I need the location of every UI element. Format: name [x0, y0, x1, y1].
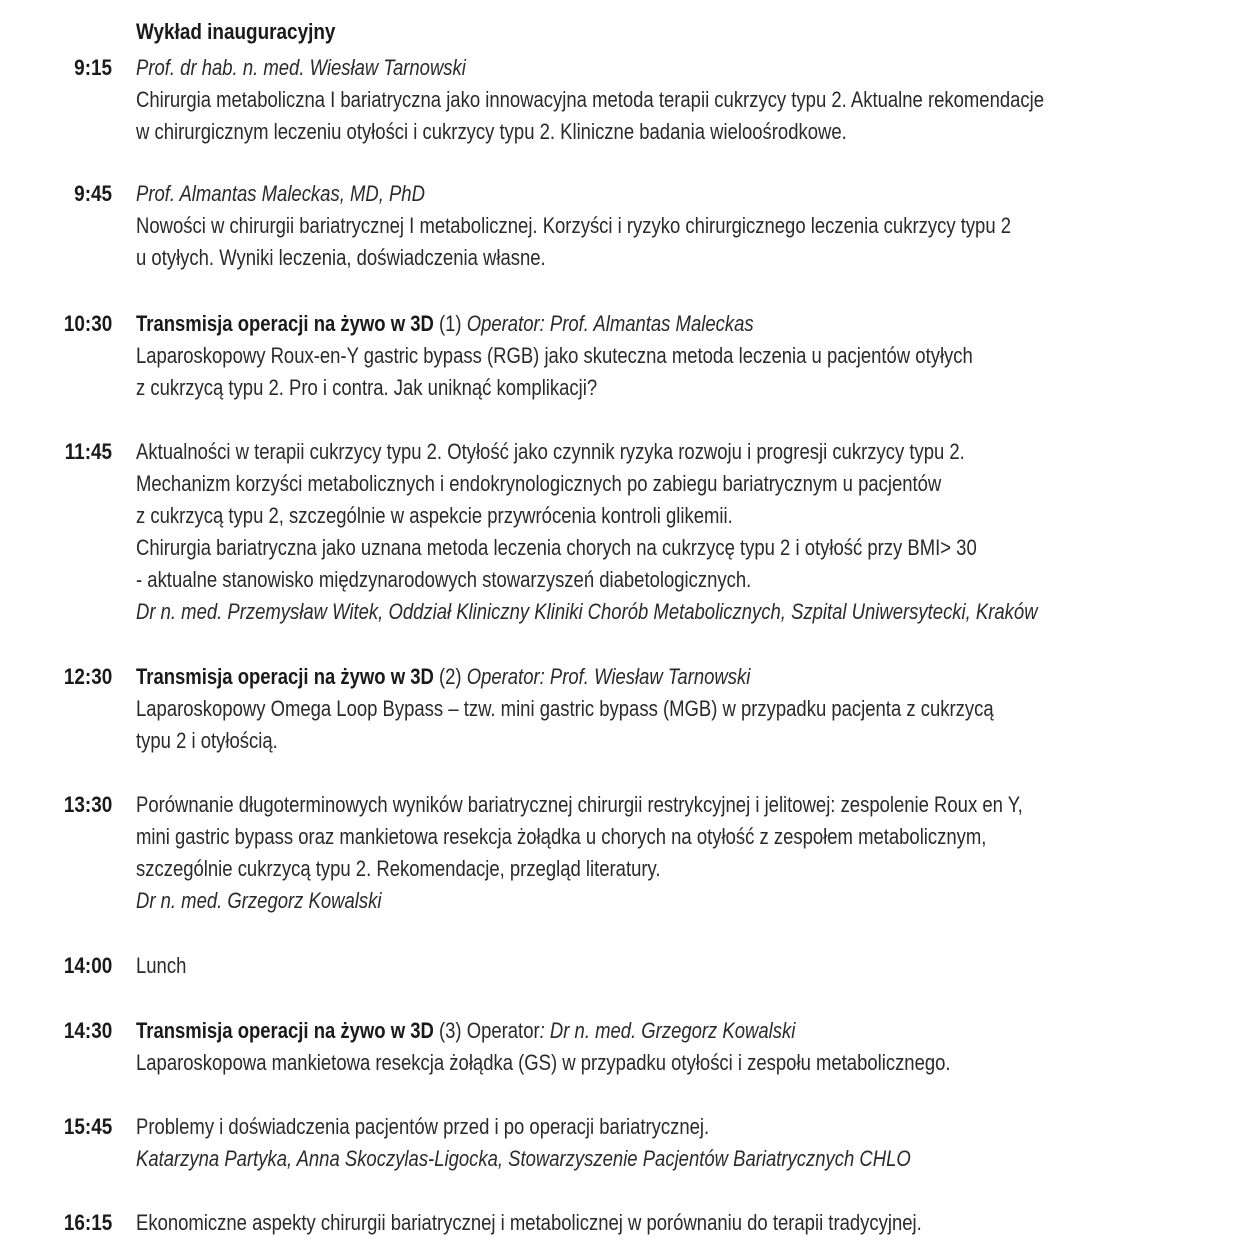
section-title: Wykład inauguracyjny — [136, 19, 336, 44]
description-text: mini gastric bypass oraz mankietowa resekcja żołądka u chorych na otyłość z zespołem metabolicznym, — [136, 824, 987, 849]
entry-line — [136, 1207, 922, 1239]
entry-content — [136, 308, 973, 404]
description-text: Chirurgia bariatryczna jako uznana metoda leczenia chorych na cukrzycę typu 2 i otyłość przy BMI> 30 — [136, 535, 977, 560]
description-text: Porównanie długoterminowych wyników bariatrycznej chirurgii restrykcyjnej i jelitowej: zespolenie Roux en Y, — [136, 792, 1023, 817]
entry-line — [136, 372, 973, 404]
entry-line — [136, 178, 1011, 210]
description-text: Chirurgia metaboliczna I bariatryczna jako innowacyjna metoda terapii cukrzycy typu 2. Aktualne rekomendacje — [136, 87, 1045, 112]
entry-content — [136, 52, 1044, 148]
description-text: szczególnie cukrzycą typu 2. Rekomendacje, przegląd literatury. — [136, 856, 661, 881]
entry-line — [136, 1143, 911, 1175]
entry-content — [136, 789, 1023, 917]
entry-line — [136, 84, 1044, 116]
description-text: Ekonomiczne aspekty chirurgii bariatrycznej i metabolicznej w porównaniu do terapii tradycyjnej. — [136, 1210, 922, 1235]
entry-content — [136, 1207, 922, 1239]
entry-line — [136, 436, 1038, 468]
description-text: w chirurgicznym leczeniu otyłości i cukrzycy typu 2. Kliniczne badania wieloośrodkowe. — [136, 119, 847, 144]
entry-line — [136, 532, 1038, 564]
entry-line — [136, 210, 1011, 242]
entry-line — [136, 1111, 911, 1143]
description-text: (2) — [433, 664, 467, 689]
entry-line — [136, 116, 1044, 148]
entry-time: 15:45 — [63, 1114, 112, 1139]
description-text: Laparoskopowa mankietowa resekcja żołądka (GS) w przypadku otyłości i zespołu metabolicznego. — [136, 1050, 951, 1075]
entry-line — [136, 661, 994, 693]
entry-time: 12:30 — [63, 664, 112, 689]
entry-line — [136, 52, 1044, 84]
entry-time: 13:30 — [63, 792, 112, 817]
speaker-text: : Dr n. med. Grzegorz Kowalski — [539, 1018, 796, 1043]
speaker-text: Dr n. med. Grzegorz Kowalski — [136, 888, 382, 913]
description-text: Nowości w chirurgii bariatrycznej I metabolicznej. Korzyści i ryzyko chirurgicznego leczenia cukrzycy typu 2 — [136, 213, 1012, 238]
description-text: Aktualności w terapii cukrzycy typu 2. Otyłość jako czynnik ryzyka rozwoju i progresji cukrzycy typu 2. — [136, 439, 965, 464]
speaker-text: Operator: Prof. Almantas Maleckas — [466, 311, 754, 336]
entry-line — [136, 789, 1023, 821]
entry-time: 14:00 — [63, 953, 112, 978]
description-text: u otyłych. Wyniki leczenia, doświadczenia własne. — [136, 245, 546, 270]
entry-content — [136, 1015, 951, 1079]
description-text: z cukrzycą typu 2, szczególnie w aspekcie przywrócenia kontroli glikemii. — [136, 503, 733, 528]
entry-line — [136, 1015, 951, 1047]
description-text: (1) — [433, 311, 467, 336]
description-text: (3) Operator — [433, 1018, 540, 1043]
session-title: Transmisja operacji na żywo w 3D — [136, 311, 434, 336]
speaker-text: Prof. dr hab. n. med. Wiesław Tarnowski — [136, 55, 466, 80]
entry-line — [136, 308, 973, 340]
description-text: typu 2 i otyłością. — [136, 728, 278, 753]
description-text: Laparoskopowy Roux-en-Y gastric bypass (RGB) jako skuteczna metoda leczenia u pacjentów otyłych — [136, 343, 973, 368]
entry-line — [136, 242, 1011, 274]
entry-line — [136, 500, 1038, 532]
description-text: - aktualne stanowisko międzynarodowych stowarzyszeń diabetologicznych. — [136, 567, 752, 592]
entry-line — [136, 596, 1038, 628]
session-title: Transmisja operacji na żywo w 3D — [136, 664, 434, 689]
speaker-text: Katarzyna Partyka, Anna Skoczylas-Ligocka, Stowarzyszenie Pacjentów Bariatrycznych CHLO — [136, 1146, 911, 1171]
entry-content — [136, 1111, 911, 1175]
description-text: z cukrzycą typu 2. Pro i contra. Jak uniknąć komplikacji? — [136, 375, 598, 400]
entry-content — [136, 178, 1011, 274]
speaker-text: Prof. Almantas Maleckas, MD, PhD — [136, 181, 425, 206]
session-title: Transmisja operacji na żywo w 3D — [136, 1018, 434, 1043]
speaker-text: Dr n. med. Przemysław Witek, Oddział Kliniczny Kliniki Chorób Metabolicznych, Szpital Uniwersytecki, Kraków — [136, 599, 1038, 624]
entry-time: 11:45 — [64, 439, 112, 464]
description-text: Problemy i doświadczenia pacjentów przed i po operacji bariatrycznej. — [136, 1114, 710, 1139]
entry-line — [136, 340, 973, 372]
entry-line — [136, 821, 1023, 853]
entry-content — [136, 661, 994, 757]
entry-line — [136, 725, 994, 757]
description-text: Mechanizm korzyści metabolicznych i endokrynologicznych po zabiegu bariatrycznym u pacjentów — [136, 471, 942, 496]
entry-line — [136, 693, 994, 725]
speaker-text: Operator: Prof. Wiesław Tarnowski — [466, 664, 751, 689]
description-text: Lunch — [136, 953, 187, 978]
entry-line — [136, 853, 1023, 885]
entry-time: 9:45 — [74, 181, 112, 206]
entry-time: 9:15 — [74, 55, 112, 80]
entry-content — [136, 436, 1038, 628]
entry-line — [136, 885, 1023, 917]
entry-line — [136, 468, 1038, 500]
entry-content — [136, 950, 186, 982]
entry-time: 10:30 — [63, 311, 112, 336]
entry-line — [136, 564, 1038, 596]
entry-time: 14:30 — [63, 1018, 112, 1043]
description-text: Laparoskopowy Omega Loop Bypass – tzw. mini gastric bypass (MGB) w przypadku pacjenta z cukrzycą — [136, 696, 994, 721]
entry-line — [136, 1047, 951, 1079]
entry-time: 16:15 — [63, 1210, 112, 1235]
entry-line — [136, 950, 186, 982]
